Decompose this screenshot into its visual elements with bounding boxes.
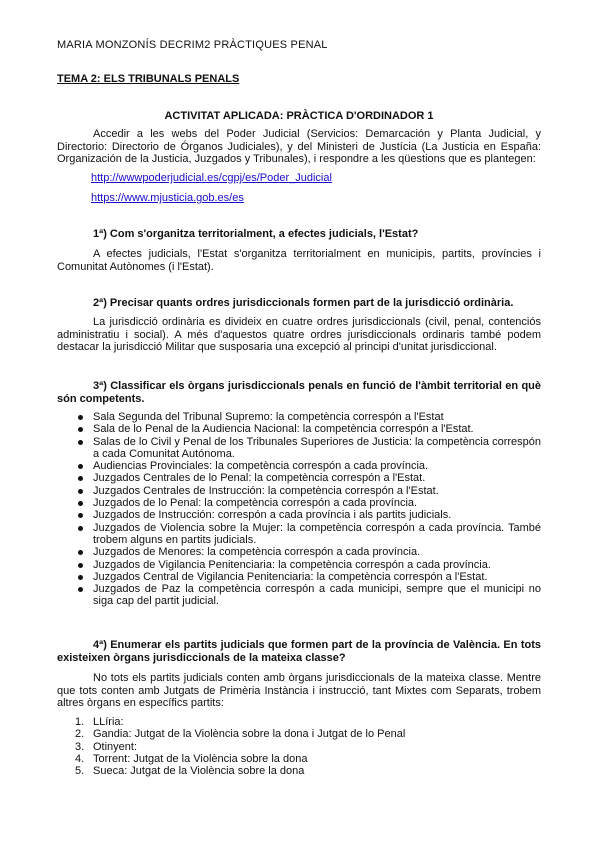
topic-title: TEMA 2: ELS TRIBUNALS PENALS [57, 73, 240, 85]
poder-judicial-link[interactable]: http://wwwpoderjudicial.es/cgpj/es/Poder_Judicial [91, 172, 332, 184]
list-item [57, 753, 541, 765]
list-text: LLíria: [93, 716, 124, 728]
list-item: Sala Segunda del Tribunal Supremo: la competència correspón a l'Estat [57, 411, 541, 423]
judicial-districts-list [57, 716, 541, 777]
list-item: Juzgados de Violencia sobre la Mujer: la competència correspón a cada província. També trobem alguns en partits judicials. [57, 522, 541, 547]
mjusticia-link[interactable]: https://www.mjusticia.gob.es/es [91, 192, 244, 204]
list-number: 3. [75, 740, 85, 753]
list-text: Torrent: Jutgat de la Violència sobre la dona [93, 752, 308, 765]
answer-4: No tots els partits judicials conten amb òrgans jurisdiccionals de la mateixa classe. Mentre que tots conten amb Jutgats de Primèria Instància i instrucció, tant Mixtes com Separats, trobem altres òrgans en específics partits: [57, 672, 541, 710]
list-item: Juzgados de lo Penal: la competència correspón a cada província. [57, 497, 541, 509]
list-item: Juzgados de Instrucción: correspón a cada província i als partits judicials. [57, 509, 541, 521]
list-item: Juzgados de Vigilancia Penitenciaria: la competència correspón a cada província. [57, 559, 541, 571]
list-number: 1. [75, 716, 85, 728]
document-header: MARIA MONZONÍS DECRIM2 PRÀCTIQUES PENAL [57, 39, 328, 51]
list-text: Gandia: Jutgat de la Violència sobre la dona i Jutgat de lo Penal [93, 728, 406, 741]
intro-paragraph: Accedir a les webs del Poder Judicial (Servicios: Demarcación y Planta Judicial, y Directorio: Directorio de Órganos Judiciales), y del Ministeri de Justícia (La Justicia en España: Organización de la Justicia, Juzgados y Tribunales), i respondre a les qüestions que es plantegen: [57, 128, 541, 166]
question-1: 1ª) Com s'organitza territorialment, a efectes judicials, l'Estat? [93, 228, 419, 240]
activity-title: ACTIVITAT APLICADA: PRÀCTICA D'ORDINADOR 1 [164, 110, 434, 122]
question-2: 2ª) Precisar quants ordres jurisdiccionals formen part de la jurisdicció ordinària. [93, 297, 514, 309]
list-number: 2. [75, 728, 85, 741]
list-item: Juzgados de Paz la competència correspón a cada municipi, sempre que el municipi no siga cap del partit judicial. [57, 583, 541, 608]
list-text: Sueca: Jutgat de la Violència sobre la dona [93, 765, 305, 778]
list-item [57, 716, 541, 728]
list-item: Juzgados Central de Vigilancia Penitenciaria: la competència correspón a l'Estat. [57, 571, 541, 583]
list-item: Salas de lo Civil y Penal de los Tribunales Superiores de Justicia: la competència correspón a cada Comunitat Autónoma. [57, 436, 541, 461]
list-text: Otinyent: [93, 740, 138, 753]
answer-2: La jurisdicció ordinària es divideix en cuatre ordres jurisdiccionals (civil, penal, contenciós administratiu i social). A més d'aquestos quatre ordres jurisdiccionals ordinaris també podem destacar la jurisdicció Militar que susposaria una excepció al principi d'unitat jurisdiccional. [57, 316, 541, 354]
list-item: Audiencias Provinciales: la competència correspón a cada província. [57, 460, 541, 472]
list-item: Juzgados de Menores: la competència correspón a cada província. [57, 546, 541, 558]
list-number: 5. [75, 765, 85, 778]
list-item: Juzgados Centrales de Instrucción: la competència correspón a l'Estat. [57, 485, 541, 497]
list-item [57, 728, 541, 740]
list-item [57, 741, 541, 753]
question-4: 4ª) Enumerar els partits judicials que formen part de la província de València. En tots existeixen òrgans jurisdiccionals de la mateixa classe? [57, 639, 541, 664]
penal-bodies-list [57, 411, 541, 608]
list-item [57, 765, 541, 777]
list-item: Juzgados Centrales de lo Penal: la competència correspón a l'Estat. [57, 472, 541, 484]
question-3: 3ª) Classificar els òrgans jurisdiccionals penals en funció de l'àmbit territorial en què són competents. [57, 380, 541, 405]
list-number: 4. [75, 752, 85, 765]
list-item: Sala de lo Penal de la Audiencia Nacional: la competència correspón a l'Estat. [57, 423, 541, 435]
answer-1: A efectes judicials, l'Estat s'organitza territorialment en municipis, partits, províncies i Comunitat Autònomes (i l'Estat). [57, 248, 541, 273]
